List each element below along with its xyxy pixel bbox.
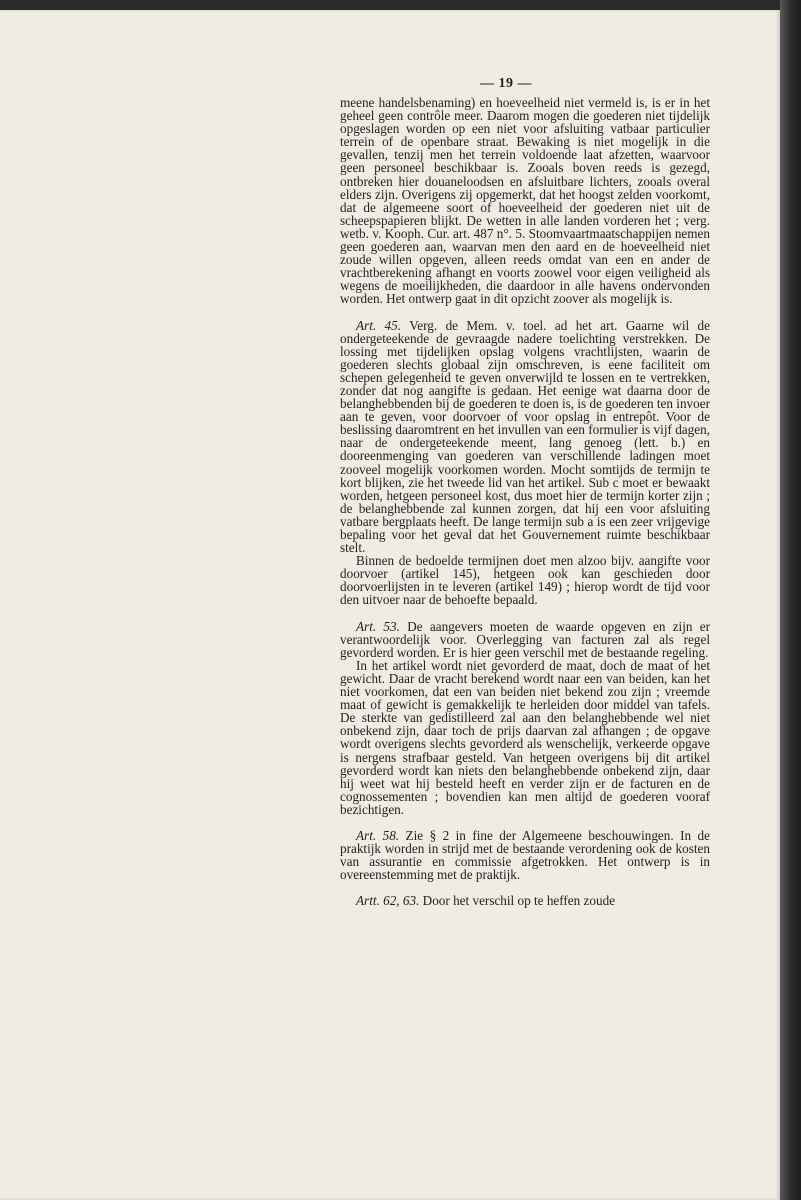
body-text: [340, 96, 710, 907]
article-label: Art. 53.: [356, 618, 400, 634]
scan-border-top: [0, 0, 801, 10]
article-label: Art. 58.: [356, 827, 400, 843]
paragraph: [340, 894, 710, 907]
paragraph: [340, 829, 710, 881]
paragraph: [340, 319, 710, 555]
article-label: Art. 45.: [356, 317, 402, 333]
page-number-header: — 19 —: [480, 76, 532, 91]
paragraph: [340, 554, 710, 606]
article-label: Artt. 62, 63.: [356, 893, 420, 909]
paragraph-text: In het artikel wordt niet gevorderd de maat, doch de maat of het gewicht. Daar de vracht berekend wordt naar een van beiden, kan het niet voorkomen, dat een van beiden niet bekend zou zijn ; vreemde maat of gewicht is gemakkelijk te herleiden door middel van tafels. De sterkte van gedistilleerd zal aan den belanghebbende wel niet onbekend zijn, daar toch de prijs daarvan zal afhangen ; de opgave wordt overigens slechts gevorderd als wenschelijk, verkeerde opgave is nergens strafbaar gesteld. Van hetgeen overigens bij dit artikel gevorderd wordt kan niets den belanghebbende onbekend zijn, daar hij weet wat hij besteld heeft en verder zijn er de facturen en de cognossementen ; bovendien kan men altijd de goederen vooraf bezichtigen.: [340, 657, 710, 817]
paragraph: [340, 620, 710, 659]
paragraph-text: meene handelsbenaming) en hoeveelheid niet vermeld is, is er in het geheel geen contrôle meer. Daarom mogen die goederen niet tijdelijk opgeslagen worden op een niet voor afsluiting vatbaar particulier terrein of de openbare straat. Bewaking is niet mogelijk in die gevallen, tenzij men het terrein voldoende laat afzetten, waarvoor geen personeel beschikbaar is. Zooals boven reeds is gezegd, ontbreken hier douaneloodsen en afsluitbare lichters, zooals overal elders zijn. Overigens zij opgemerkt, dat het hoogst zelden voorkomt, dat de algemeene soort of hoeveelheid der goederen niet uit de scheepspapieren blijkt. De wetten in alle landen vorderen het ; verg. wetb. v. Kooph. Cur. art. 487 n°. 5. Stoomvaartmaatschappijen nemen geen goederen aan, waarvan men den aard en de hoeveelheid niet zoude willen opgeven, alleen reeds omdat van een en ander de vrachtberekening afhangt en voorts zoowel voor eigen veiligheid als wegens de moeilijkheden, die daardoor in alle havens ondervonden worden. Het ontwerp gaat in dit opzicht zoover als mogelijk is.: [340, 95, 710, 307]
paragraph-text: De aangevers moeten de waarde opgeven en zijn er verantwoordelijk voor. Overlegging van facturen zal als regel gevorderd worden. Er is hier geen verschil met de bestaande regeling.: [340, 618, 710, 660]
paragraph: [340, 96, 710, 306]
book-edge: [780, 0, 801, 1200]
paragraph-text: Zie § 2 in fine der Algemeene beschouwingen. In de praktijk worden in strijd met de bestaande verordening ook de kosten van assurantie en commissie afgetrokken. Het ontwerp is in overeenstemming met de praktijk.: [340, 827, 711, 883]
paragraph-text: Door het verschil op te heffen zoude: [422, 893, 616, 909]
paragraph-text: Verg. de Mem. v. toel. ad het art. Gaarne wil de ondergeteekende de gevraagde nadere toelichting verstrekken. De lossing met tijdelijken opslag volgens vrachtlijsten, waarin de goederen slechts globaal zijn omschreven, is eene faciliteit om schepen gelegenheid te geven onverwijld te lossen en te vertrekken, zonder dat nog aangifte is gedaan. Het eenige wat daarna door de belanghebbenden bij de goederen te doen is, is de goederen ten invoer aan te geven, voor doorvoer of voor opslag in entrepôt. Voor de beslissing daaromtrent en het invullen van een formulier is vijf dagen, naar de ondergeteekende meent, lang genoeg (lett. b.) en dooreenmenging van goederen van verschillende ladingen moet zooveel mogelijk voorkomen worden. Mocht somtijds de termijn te kort blijken, zie het tweede lid van het artikel. Sub c moet er bewaakt worden, hetgeen personeel kost, dus moet hier de termijn korter zijn ; de belanghebbende zal kunnen zorgen, dat hij een voor afsluiting vatbare bergplaats heeft. De lange termijn sub a is een zeer vrijgevige bepaling voor het geval dat het Gouvernement ruimte beschikbaar stelt.: [340, 317, 711, 556]
paragraph-text: Binnen de bedoelde termijnen doet men alzoo bijv. aangifte voor doorvoer (artikel 145), hetgeen ook kan geschieden door doorvoerlijsten in te leveren (artikel 149) ; hierop wordt de tijd voor den uitvoer naar de behoefte bepaald.: [340, 553, 710, 608]
paragraph: [340, 659, 710, 816]
